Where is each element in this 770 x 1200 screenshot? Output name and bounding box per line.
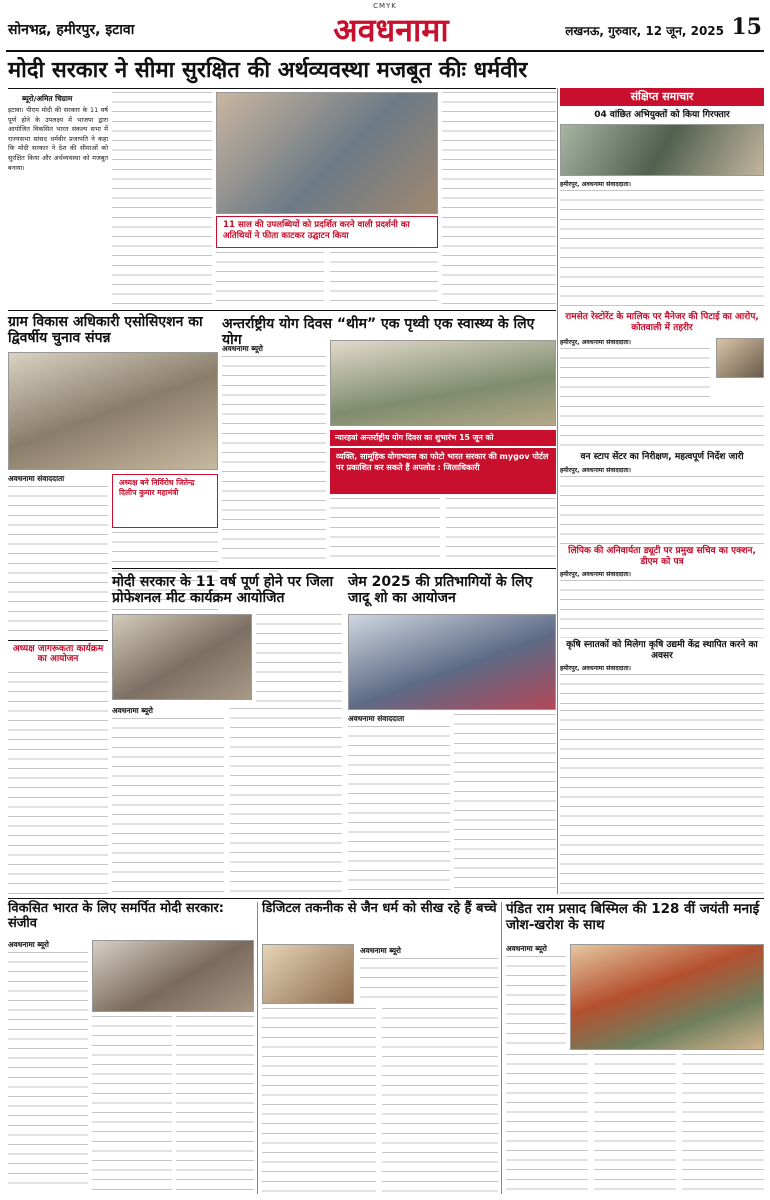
sidebar-item-2-text [560,348,710,404]
viksit-column-1 [8,952,88,1192]
digital-column-1 [360,958,498,1004]
bismil-column-3 [594,1054,676,1192]
main-column-3 [216,252,324,308]
gram-callout: अध्यक्ष बने निर्विरोध जितेन्द्र दिलीप कुमार महामंत्री [112,474,218,528]
awareness-rule [8,640,108,641]
sidebar-item-2-text-cont [560,406,764,450]
sidebar-item-4-byline: हमीरपुर, अवधनामा संवाददाता। [560,571,632,578]
viksit-headline: विकसित भारत के लिए समर्पित मोदी सरकार: संजीव [8,901,224,931]
modi-column-1 [256,614,342,704]
yoga-column-3 [446,498,556,564]
modi-photo [112,614,252,700]
bismil-photo [570,944,764,1050]
gram-photo [8,352,218,470]
sidebar-item-3-byline: हमीरपुर, अवधनामा संवाददाता। [560,467,632,474]
bismil-column-1 [506,956,566,1048]
main-column-2 [112,92,212,306]
edition-label: सोनभद्र, हमीरपुर, इटावा [8,22,135,38]
yoga-callout-2: व्यक्ति, सामूहिक योगाभ्यास का फोटो भारत सरकार की mygov पोर्टल पर प्रकाशित कर सकते हैं अपलोड : जिलाधिकारी [330,448,556,494]
section-rule-1 [8,310,556,311]
viksit-column-3 [176,1016,254,1192]
sidebar-item-4-text [560,580,764,638]
yoga-headline: अन्तर्राष्ट्रीय योग दिवस “थीम” एक पृथ्वी एक स्वास्थ्य के लिए योग [222,316,535,349]
sidebar-item-2-byline: हमीरपुर, अवधनामा संवाददाता। [560,339,632,346]
date-label: लखनऊ, गुरुवार, 12 जून, 2025 [565,24,724,38]
bismil-column-4 [682,1054,764,1192]
digital-column-3 [382,1008,498,1192]
viksit-byline: अवधनामा ब्यूरो [8,940,49,949]
jam-byline: अवधनामा संवाददाता [348,714,405,723]
main-callout: 11 साल की उपलब्धियों को प्रदर्शित करने वाली प्रदर्शनी का अतिथियों ने फीता काटकर उद्घाटन किया [216,216,438,248]
digital-photo [262,944,354,1004]
sidebar-item-1-title: 04 वांछित अभियुक्तों को किया गिरफ्तार [594,110,730,120]
yoga-callout-1: न्यारहवां अन्तर्राष्ट्रीय योग दिवस का शुभारंभ 15 जून को [330,430,556,446]
sidebar-item-3-text [560,476,764,544]
modi-column-2 [112,718,224,894]
newspaper-logo: अवधनामा [333,11,449,49]
jam-photo [348,614,556,710]
sidebar-item-5-byline: हमीरपुर, अवधनामा संवाददाता। [560,665,632,672]
modi-headline: मोदी सरकार के 11 वर्ष पूर्ण होने पर जिला प्रोफेशनल मीट कार्यक्रम आयोजित [112,574,334,607]
sidebar-item-5-text [560,674,764,706]
sidebar-item-1-text [560,190,764,308]
masthead [6,6,764,52]
section-rule-2 [112,568,556,569]
sidebar-divider [557,88,558,894]
viksit-column-2 [92,1016,172,1192]
yoga-photo [330,340,556,426]
sidebar-bottom-text [560,710,764,894]
jam-column-2 [454,714,556,894]
yoga-column-1 [222,356,326,564]
awareness-text [8,672,108,894]
yoga-byline: अवधनामा ब्यूरो [222,344,263,353]
cmyk-mark: CMYK [373,2,397,10]
main-byline: ब्यूरो/अमित चिग्राम [22,94,73,103]
bismil-byline: अवधनामा ब्यूरो [506,944,547,953]
digital-byline: अवधनामा ब्यूरो [360,946,401,955]
yoga-column-2 [330,498,440,564]
sidebar-item-1-photo [560,124,764,176]
sidebar-item-3-title: वन स्टाप सेंटर का निरीक्षण, महत्वपूर्ण निर्देश जारी [580,452,744,462]
main-photo [216,92,438,214]
digital-column-2 [262,1008,376,1192]
sidebar-item-5-title: कृषि स्नातकों को मिलेगा कृषि उद्यमी केंद्र स्थापित करने का अवसर [566,640,758,661]
main-headline-rule [8,88,556,89]
bismil-column-2 [506,1054,588,1192]
modi-column-3 [230,708,342,894]
section-rule-3 [8,898,764,899]
sidebar-item-1-byline: हमीरपुर, अवधनामा संवाददाता। [560,181,632,188]
sidebar-item-4-title: लिपिक की अनिवार्यता ड्यूटी पर प्रमुख सचिव का एक्शन, डीएम को पत्र [568,546,756,567]
gram-headline: ग्राम विकास अधिकारी एसोसिएशन का द्विवर्षीय चुनाव संपन्न [8,314,203,347]
bottom-divider-1 [257,902,258,1194]
digital-headline: डिजिटल तकनीक से जैन धर्म को सीख रहे हैं बच्चे [262,901,497,916]
sidebar-header: संक्षिप्त समाचार [560,88,764,106]
gram-column-1 [8,486,108,636]
jam-column-1 [348,726,450,894]
main-column-4 [330,252,438,308]
sidebar [560,88,764,706]
awareness-headline: अध्यक्ष जागरूकता कार्यक्रम का आयोजन [12,644,104,665]
sidebar-item-2-photo [716,338,764,378]
sidebar-item-2-title: रामसेत रेस्टोरेंट के मालिक पर मैनेजर की पिटाई का आरोप, कोतवाली में तहरीर [565,312,759,333]
bottom-divider-2 [501,902,502,1194]
gram-byline: अवधनामा संवाददाता [8,474,65,483]
main-headline: मोदी सरकार ने सीमा सुरक्षित की अर्थव्यवस्था मजबूत कीः धर्मवीर [8,58,528,83]
main-column-5 [442,92,556,308]
main-lead-text: इटावा। पीएम मोदी की सरकार के 11 वर्ष पूर्ण होने के उपलक्ष्य में भाजपा द्वारा आयोजित विकसित भारत संकल्प सभा में राज्यसभा सांसद धर्मवीर प्रजापति ने कहा कि मोदी सरकार ने देश की सीमाओं को सुरक्षित किया और अर्थव्यवस्था को मजबूत बनाया। [8,106,108,172]
viksit-photo [92,940,254,1012]
jam-headline: जेम 2025 की प्रतिभागियों के लिए जादू शो का आयोजन [348,574,533,607]
modi-byline: अवधनामा ब्यूरो [112,706,153,715]
bismil-headline: पंडित राम प्रसाद बिस्मिल की 128 वीं जयंती मनाई जोश-खरोश के साथ [506,901,760,933]
page-number: 15 [731,14,762,40]
